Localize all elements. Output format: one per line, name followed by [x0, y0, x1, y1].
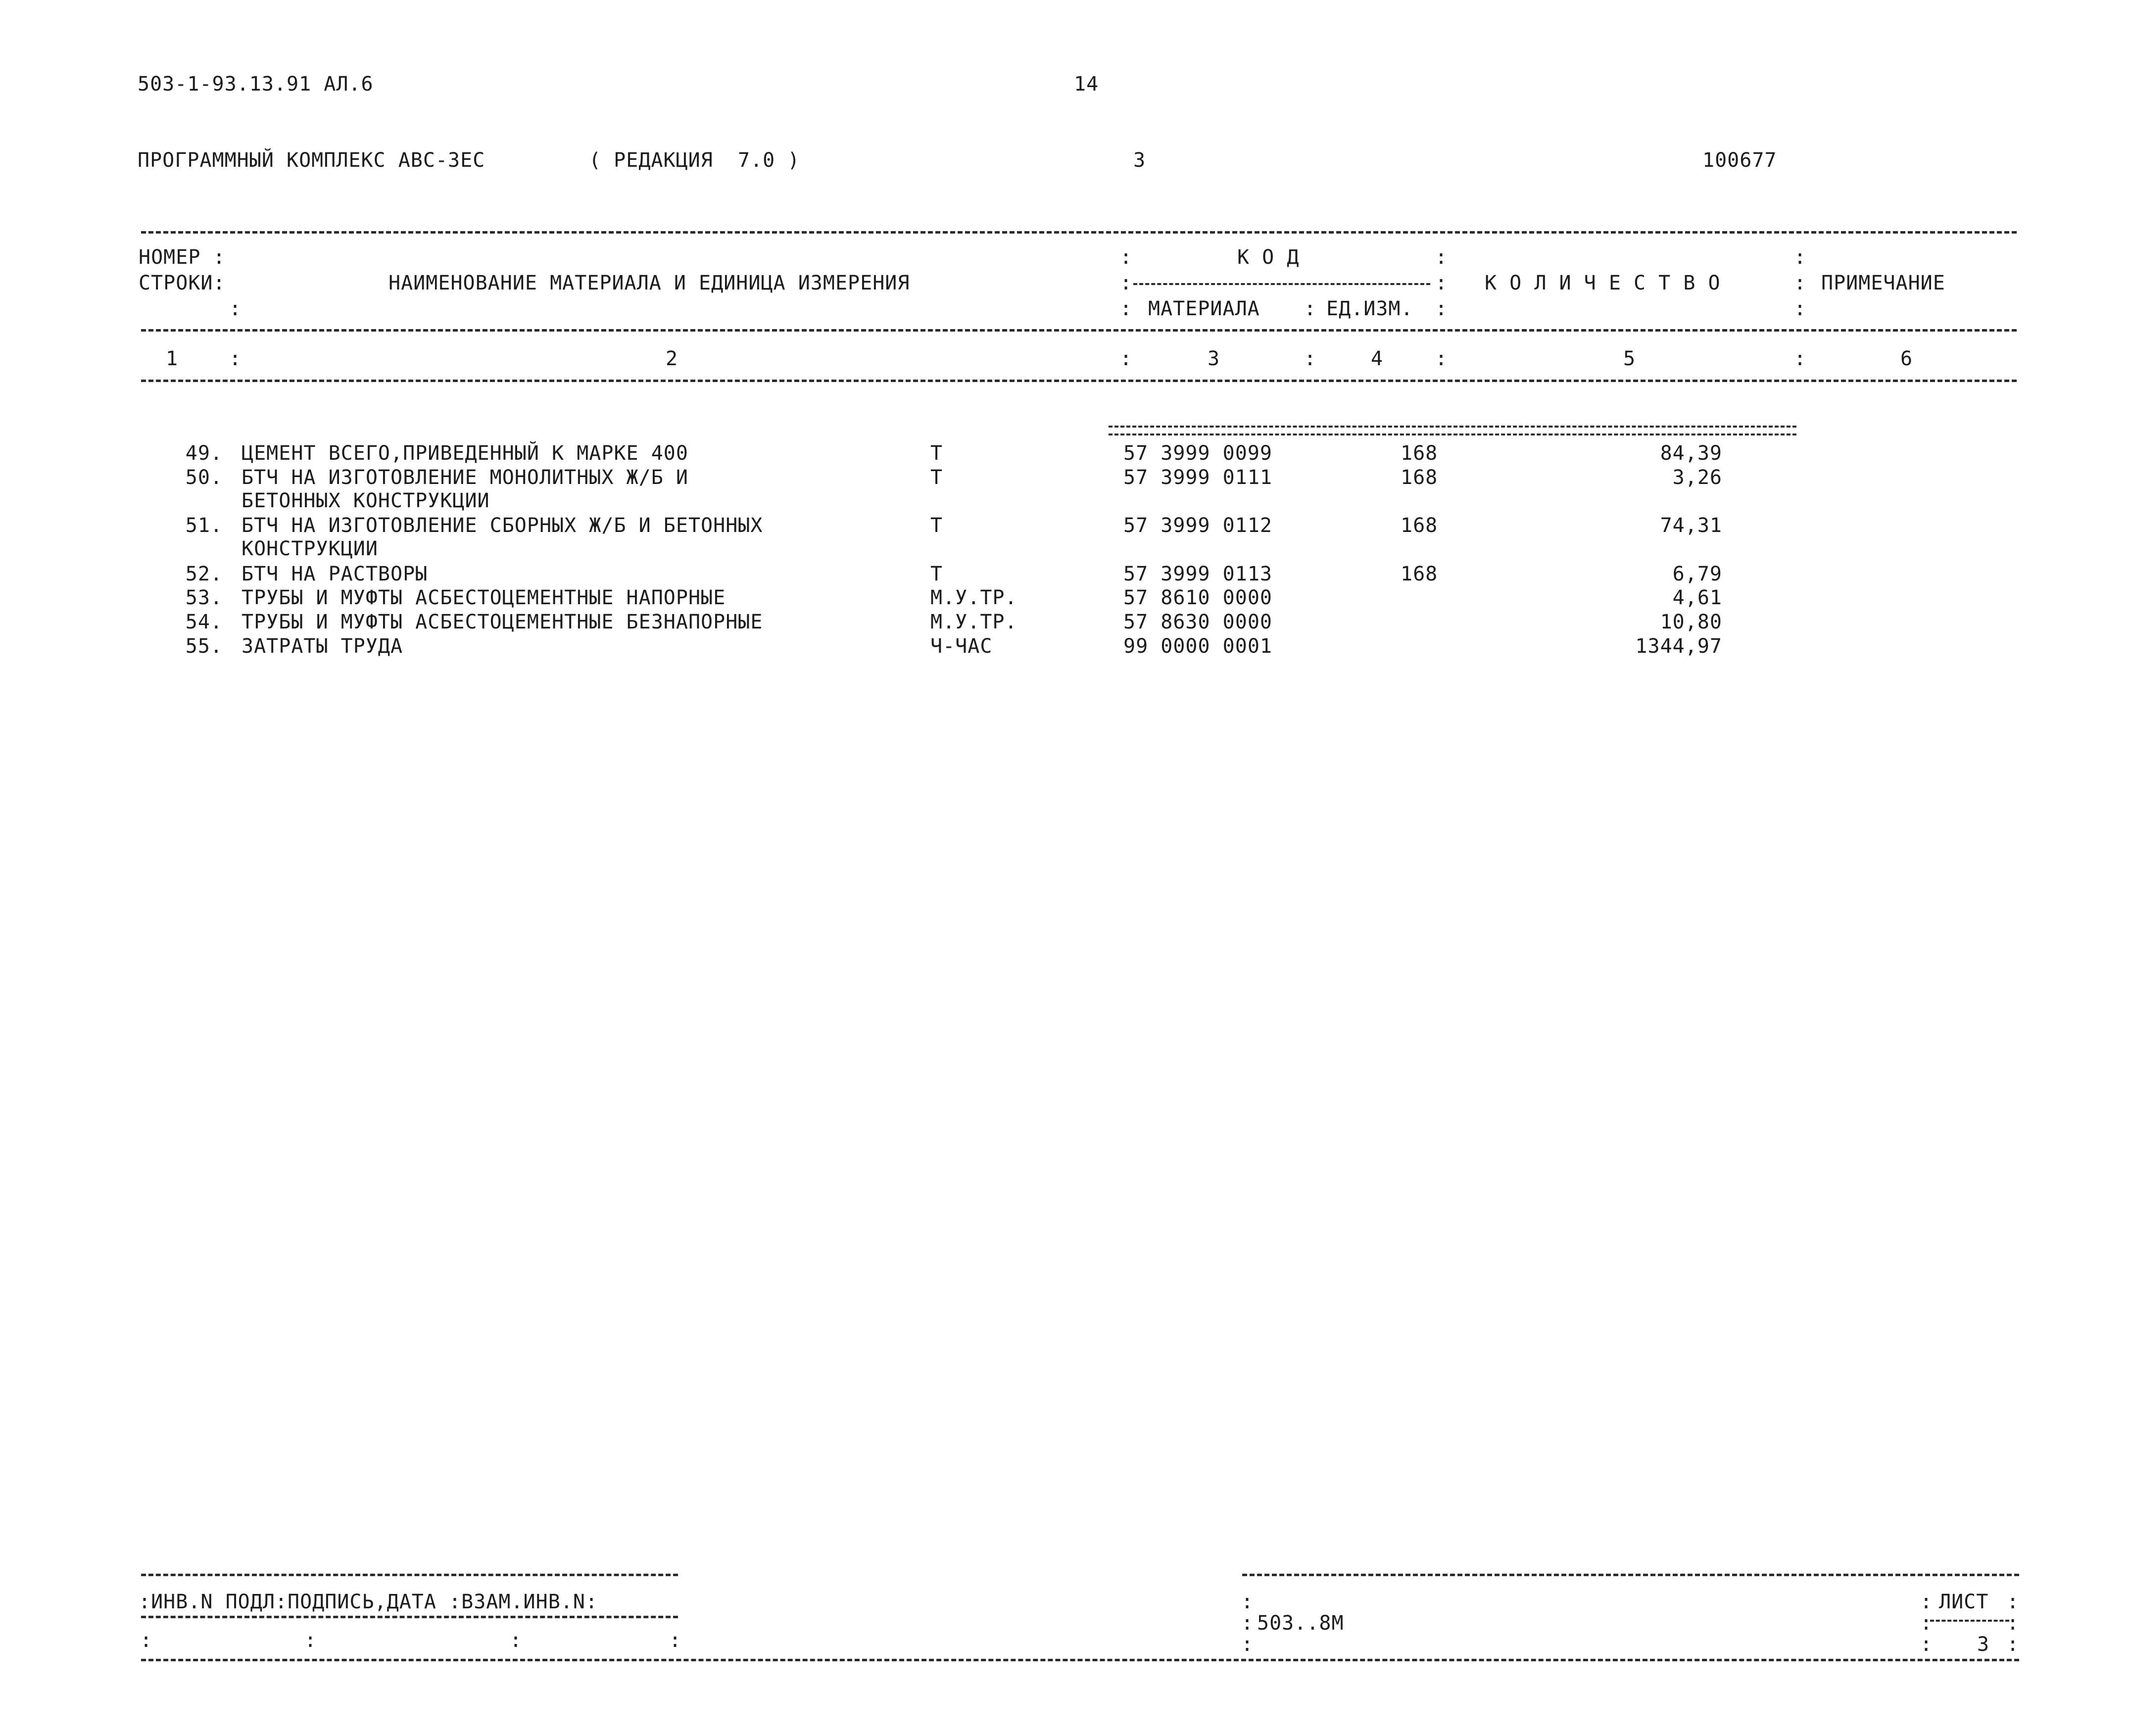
header-bottom-rule: [141, 380, 2017, 382]
unit-name: М.У.ТР.: [930, 586, 1017, 609]
stamp-top-rule: [141, 1574, 678, 1576]
header-divider: :: [229, 347, 242, 370]
stamp-top-rule: [1242, 1574, 2019, 1576]
stamp-divider: :: [1241, 1591, 1254, 1613]
column-number: 1: [166, 347, 179, 370]
unit-code: 168: [1401, 442, 1438, 465]
document-id: 100677: [1702, 149, 1777, 172]
stamp-mid-rule: [141, 1616, 678, 1618]
unit-code: 168: [1401, 514, 1438, 537]
stamp-divider: :: [1241, 1633, 1254, 1656]
header-divider: :: [1435, 246, 1448, 269]
stamp-divider: :: [304, 1629, 317, 1652]
column-number: 3: [1208, 347, 1220, 370]
stamp-divider: :: [1920, 1591, 1933, 1613]
material-name: ТРУБЫ И МУФТЫ АСБЕСТОЦЕМЕНТНЫЕ НАПОРНЫЕ: [242, 586, 726, 609]
page-number: 14: [1074, 73, 1099, 96]
section-number: 3: [1133, 149, 1146, 172]
unit-code: 168: [1401, 563, 1438, 585]
quantity: 74,31: [1660, 514, 1722, 537]
unit-name: Т: [930, 466, 943, 489]
project-code: 503..8М: [1257, 1612, 1344, 1635]
header-code-rule: [1133, 283, 1430, 285]
stamp-divider: :: [1241, 1612, 1254, 1635]
page-bottom-rule: [141, 1659, 2019, 1661]
header-divider: :: [1120, 272, 1132, 294]
header-divider: :: [1794, 297, 1806, 320]
totals-double-rule: [1109, 426, 1796, 435]
header-divider: :: [1304, 297, 1316, 320]
header-row-number-line-3: :: [229, 297, 242, 320]
stamp-divider: :: [2007, 1591, 2019, 1613]
material-name: ТРУБЫ И МУФТЫ АСБЕСТОЦЕМЕНТНЫЕ БЕЗНАПОРНЫЕ: [242, 611, 763, 633]
unit-name: Ч-ЧАС: [930, 635, 993, 658]
material-name-continued: КОНСТРУКЦИИ: [242, 537, 378, 560]
unit-name: Т: [930, 563, 943, 585]
material-code: 57 8610 0000: [1123, 586, 1272, 609]
stamp-divider: :: [669, 1629, 681, 1652]
header-code: К О Д: [1237, 246, 1300, 269]
header-divider: :: [1435, 297, 1448, 320]
material-code: 57 3999 0099: [1123, 442, 1272, 465]
quantity: 6,79: [1672, 563, 1722, 585]
stamp-divider: :: [2007, 1633, 2019, 1656]
material-name: ЦЕМЕНТ ВСЕГО,ПРИВЕДЕННЫЙ К МАРКЕ 400: [242, 442, 688, 465]
stamp-divider: :: [2007, 1612, 2019, 1635]
header-material: МАТЕРИАЛА: [1148, 297, 1260, 320]
header-mid-rule: [141, 329, 2017, 332]
column-number: 5: [1623, 347, 1636, 370]
header-divider: :: [1435, 347, 1448, 370]
row-number: 49.: [185, 442, 223, 465]
unit-name: Т: [930, 514, 943, 537]
program-edition: ( РЕДАКЦИЯ 7.0 ): [589, 149, 800, 172]
table-top-rule: [141, 231, 2017, 234]
header-divider: :: [1120, 297, 1132, 320]
column-number: 6: [1900, 347, 1913, 370]
row-number: 50.: [185, 466, 223, 489]
quantity: 10,80: [1660, 611, 1722, 633]
header-row-number-line-2: СТРОКИ:: [139, 272, 226, 294]
material-name: БТЧ НА ИЗГОТОВЛЕНИЕ СБОРНЫХ Ж/Б И БЕТОННЫХ: [242, 514, 763, 537]
material-name: ЗАТРАТЫ ТРУДА: [242, 635, 403, 658]
header-name: НАИМЕНОВАНИЕ МАТЕРИАЛА И ЕДИНИЦА ИЗМЕРЕНИЯ: [388, 272, 910, 294]
header-unit: ЕД.ИЗМ.: [1326, 297, 1413, 320]
sheet-label: ЛИСТ: [1939, 1591, 1989, 1613]
stamp-labels: :ИНВ.N ПОДЛ:ПОДПИСЬ,ДАТА :ВЗАМ.ИНВ.N:: [139, 1591, 598, 1613]
quantity: 84,39: [1660, 442, 1722, 465]
document-code: 503-1-93.13.91 АЛ.6: [138, 73, 374, 96]
unit-code: 168: [1401, 466, 1438, 489]
sheet-rule: [1930, 1620, 2009, 1622]
header-divider: :: [1794, 246, 1806, 269]
quantity: 1344,97: [1635, 635, 1722, 658]
stamp-divider: :: [140, 1629, 152, 1652]
sheet-number: 3: [1977, 1633, 1990, 1656]
header-divider: :: [1120, 246, 1132, 269]
header-divider: :: [1794, 347, 1806, 370]
material-code: 99 0000 0001: [1123, 635, 1272, 658]
header-divider: :: [1120, 347, 1132, 370]
material-name: БТЧ НА РАСТВОРЫ: [242, 563, 428, 585]
stamp-divider: :: [1920, 1633, 1933, 1656]
header-note: ПРИМЕЧАНИЕ: [1821, 272, 1945, 294]
header-divider: :: [1435, 272, 1448, 294]
material-name: БТЧ НА ИЗГОТОВЛЕНИЕ МОНОЛИТНЫХ Ж/Б И: [242, 466, 688, 489]
quantity: 3,26: [1672, 466, 1722, 489]
row-number: 52.: [185, 563, 223, 585]
header-divider: :: [1794, 272, 1806, 294]
column-number: 2: [666, 347, 678, 370]
material-code: 57 3999 0113: [1123, 563, 1272, 585]
row-number: 54.: [185, 611, 223, 633]
material-name-continued: БЕТОННЫХ КОНСТРУКЦИИ: [242, 489, 490, 512]
material-code: 57 3999 0112: [1123, 514, 1272, 537]
program-name: ПРОГРАММНЫЙ КОМПЛЕКС АВС-3ЕС: [138, 149, 485, 172]
stamp-divider: :: [510, 1629, 522, 1652]
unit-name: Т: [930, 442, 943, 465]
material-code: 57 3999 0111: [1123, 466, 1272, 489]
unit-name: М.У.ТР.: [930, 611, 1017, 633]
row-number: 53.: [185, 586, 223, 609]
stamp-divider: :: [1920, 1612, 1933, 1635]
row-number: 51.: [185, 514, 223, 537]
header-row-number-line-1: НОМЕР :: [139, 246, 226, 269]
header-quantity: К О Л И Ч Е С Т В О: [1485, 272, 1721, 294]
row-number: 55.: [185, 635, 223, 658]
quantity: 4,61: [1672, 586, 1722, 609]
header-divider: :: [1304, 347, 1316, 370]
material-code: 57 8630 0000: [1123, 611, 1272, 633]
column-number: 4: [1371, 347, 1384, 370]
